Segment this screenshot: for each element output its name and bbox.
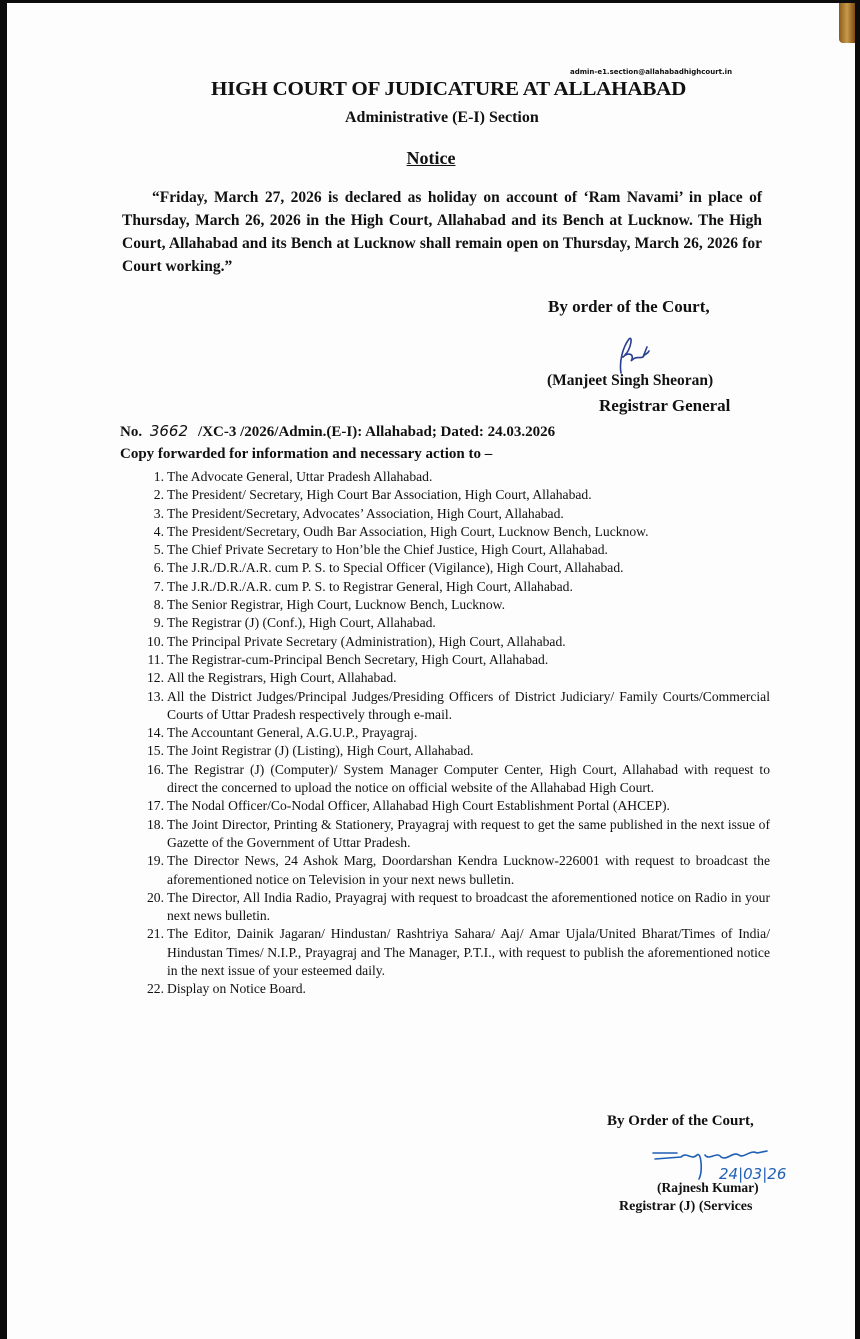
signatory-designation: Registrar General [599,396,731,415]
list-item: 22. Display on Notice Board. [147,981,306,997]
reference-number [120,422,555,441]
copy-forwarded-line: Copy forwarded for information and necessary action to – [120,446,493,462]
notice-body: “Friday, March 27, 2026 is declared as holiday on account of ‘Ram Navami’ in place of Thursday, March 26, 2026 in the High Court, Allahabad and its Bench at Lucknow. The High Court, Allahabad and its Bench at Lucknow shall remain open on Thursday, March 26, 2026 for Court working.” [122,189,762,275]
list-item: 13. All the District Judges/Principal Judges/Presiding Officers of District Judiciary/ Family Courts/Commercial Courts of Uttar Pradesh respectively through e-mail. [147,688,770,722]
handwritten-number: 3662 [149,422,189,440]
list-item: 4. The President/Secretary, Oudh Bar Association, High Court, Lucknow Bench, Lucknow. [153,523,649,539]
ref-details: /XC-3 /2026/Admin.(E-I): Allahabad; Dated: 24.03.2026 [198,424,556,440]
list-item: 14. The Accountant General, A.G.U.P., Prayagraj. [147,725,418,741]
signatory-name-2: (Rajnesh Kumar) [657,1180,759,1195]
list-item: 11. The Registrar-cum-Principal Bench Secretary, High Court, Allahabad. [147,651,549,667]
distribution-list [140,468,770,999]
list-item: 20. The Director, All India Radio, Prayagraj with request to broadcast the aforementioned notice on Radio in your next news bulletin. [147,889,770,924]
signatory-name: (Manjeet Singh Sheoran) [547,372,714,389]
list-item: 17. The Nodal Officer/Co-Nodal Officer, Allahabad High Court Establishment Portal (AHCEP). [147,798,670,814]
list-item: 9. The Registrar (J) (Conf.), High Court, Allahabad. [153,615,436,631]
notice-heading: Notice [406,148,456,168]
list-item: 8. The Senior Registrar, High Court, Lucknow Bench, Lucknow. [153,597,505,613]
court-title: HIGH COURT OF JUDICATURE AT ALLAHABAD [211,79,687,100]
list-item: 3. The President/Secretary, Advocates’ Association, High Court, Allahabad. [153,505,564,521]
list-item: 6. The J.R./D.R./A.R. cum P. S. to Special Officer (Vigilance), High Court, Allahabad. [153,560,624,576]
list-item: 19. The Director News, 24 Ashok Marg, Doordarshan Kendra Lucknow-226001 with request to broadcast the aforementioned notice on Television in your next news bulletin. [147,853,770,887]
notice-page [7,3,855,1339]
list-item: 5. The Chief Private Secretary to Hon’ble the Chief Justice, High Court, Allahabad. [153,542,608,558]
list-item: 7. The J.R./D.R./A.R. cum P. S. to Registrar General, High Court, Allahabad. [153,578,573,594]
list-item: 10. The Principal Private Secretary (Administration), High Court, Allahabad. [147,633,566,649]
list-item: 1. The Advocate General, Uttar Pradesh Allahabad. [153,469,433,484]
by-order-line-2: By Order of the Court, [607,1113,754,1129]
photo-edge-artifact [839,3,855,43]
list-item: 2. The President/ Secretary, High Court Bar Association, High Court, Allahabad. [153,487,592,503]
ref-prefix: No. [120,424,143,440]
list-item: 21. The Editor, Dainik Jagaran/ Hindustan/ Rashtriya Sahara/ Aaj/ Amar Ujala/United Bharat/Times of India/ Hindustan Times/ N.I.P., Prayagraj and The Manager, P.T.I., with request to publish the aforementioned notice in the next issue of your esteemed daily. [147,926,770,979]
svg-text:24|03|26: 24|03|26 [719,1165,787,1183]
by-order-line: By order of the Court, [548,297,710,316]
list-item: 18. The Joint Director, Printing & Stationery, Prayagraj with request to get the same published in the next issue of Gazette of the Government of Uttar Pradesh. [147,816,770,850]
signature-icon [607,333,657,375]
list-item: 15. The Joint Registrar (J) (Listing), High Court, Allahabad. [147,743,474,759]
list-item: 12. All the Registrars, High Court, Allahabad. [147,670,397,686]
signatory-designation-2: Registrar (J) (Services [619,1199,753,1214]
section-name: Administrative (E-I) Section [345,109,539,126]
section-email: admin-e1.section@allahabadhighcourt.in [570,68,733,76]
list-item: 16. The Registrar (J) (Computer)/ System Manager Computer Center, High Court, Allahabad with request to direct the concerned to upload the notice on official website of the Allahabad High Court. [147,761,770,796]
